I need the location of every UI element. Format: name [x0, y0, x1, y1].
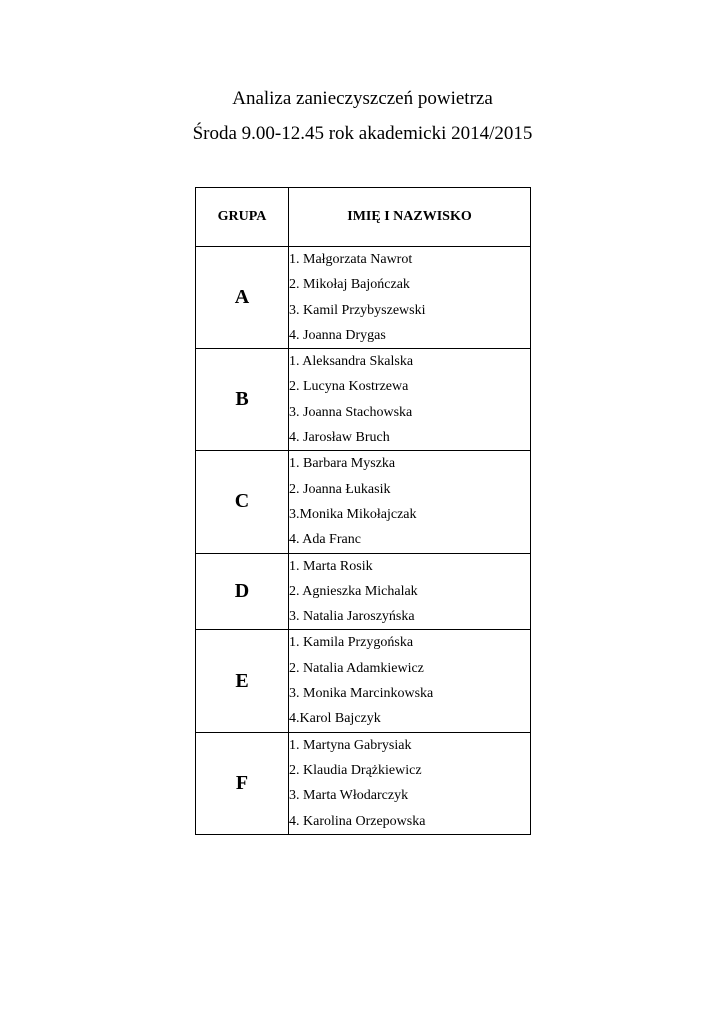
member-name: 3. Marta Włodarczyk [289, 788, 409, 804]
group-letter: E [196, 630, 289, 732]
member-name: 1. Barbara Myszka [289, 456, 396, 472]
member-name: 2. Agnieszka Michalak [289, 583, 418, 599]
member-list [289, 247, 531, 349]
member-name: 3.Monika Mikołajczak [289, 506, 417, 522]
group-letter: D [196, 553, 289, 630]
table-row [196, 451, 531, 553]
member-name: 1. Marta Rosik [289, 558, 373, 574]
table-row [196, 247, 531, 349]
member-name: 3. Kamil Przybyszewski [289, 302, 426, 318]
member-name: 1. Martyna Gabrysiak [289, 737, 412, 753]
member-name: 3. Joanna Stachowska [289, 404, 413, 420]
member-name: 4.Karol Bajczyk [289, 711, 381, 727]
group-letter: F [196, 732, 289, 834]
group-letter: B [196, 349, 289, 451]
table-row [196, 630, 531, 732]
member-list [289, 630, 531, 732]
member-list [289, 451, 531, 553]
member-name: 4. Jarosław Bruch [289, 430, 390, 446]
member-name: 4. Joanna Drygas [289, 327, 386, 343]
member-name: 2. Mikołaj Bajończak [289, 277, 410, 293]
column-header-group: GRUPA [196, 188, 289, 247]
member-name: 3. Monika Marcinkowska [289, 686, 434, 702]
member-list [289, 349, 531, 451]
member-name: 2. Natalia Adamkiewicz [289, 660, 424, 676]
table-row [196, 349, 531, 451]
member-list [289, 553, 531, 630]
member-name: 1. Małgorzata Nawrot [289, 252, 413, 267]
table-row [196, 553, 531, 630]
group-letter: A [196, 247, 289, 349]
document-title: Analiza zanieczyszczeń powietrza [232, 88, 493, 109]
table-header-row [196, 188, 531, 247]
member-name: 1. Aleksandra Skalska [289, 354, 414, 370]
member-name: 2. Klaudia Drążkiewicz [289, 762, 422, 778]
member-name: 4. Ada Franc [289, 532, 361, 548]
group-letter: C [196, 451, 289, 553]
member-name: 3. Natalia Jaroszyńska [289, 609, 415, 625]
member-name: 4. Karolina Orzepowska [289, 813, 426, 829]
member-name: 1. Kamila Przygońska [289, 635, 414, 651]
member-name: 2. Joanna Łukasik [289, 481, 391, 497]
table-row [196, 732, 531, 834]
groups-table [195, 187, 531, 835]
document-subtitle: Środa 9.00-12.45 rok akademicki 2014/2015 [192, 123, 533, 144]
column-header-name: IMIĘ I NAZWISKO [289, 188, 531, 247]
member-list [289, 732, 531, 834]
member-name: 2. Lucyna Kostrzewa [289, 379, 409, 395]
